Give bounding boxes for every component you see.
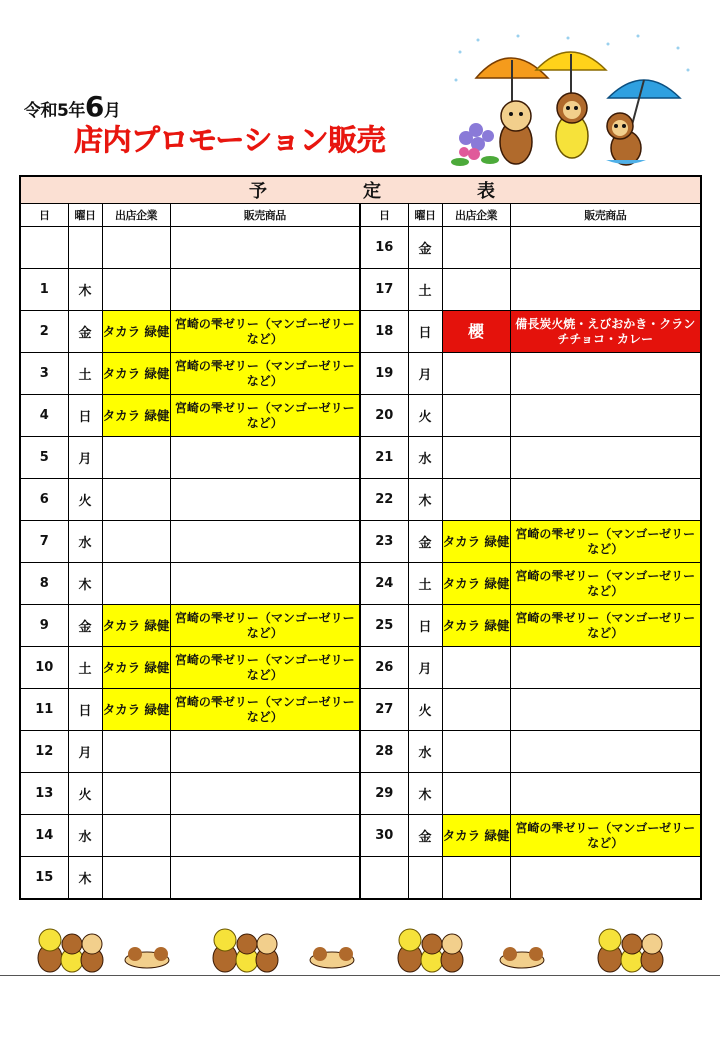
product-cell [170, 521, 360, 563]
weekday-cell: 月 [408, 353, 442, 395]
weekday-cell: 月 [68, 731, 102, 773]
weekday-cell: 日 [408, 605, 442, 647]
weekday-cell: 金 [68, 605, 102, 647]
day-cell: 6 [20, 479, 68, 521]
product-cell: 宮崎の雫ゼリー（マンゴーゼリーなど） [510, 521, 701, 563]
company-cell [442, 731, 510, 773]
col-header-product: 販売商品 [170, 204, 360, 227]
product-cell [510, 647, 701, 689]
schedule-table [19, 175, 702, 900]
weekday-cell: 木 [408, 479, 442, 521]
company-cell [102, 227, 170, 269]
day-cell: 10 [20, 647, 68, 689]
col-header-company: 出店企業 [102, 204, 170, 227]
day-cell: 30 [360, 815, 408, 857]
schedule-row [20, 311, 701, 353]
weekday-cell: 金 [408, 521, 442, 563]
company-name: タカラ 緑健 [102, 366, 170, 381]
company-name: タカラ 緑健 [102, 702, 170, 717]
col-header-company-right: 出店企業 [442, 204, 510, 227]
day-cell: 15 [20, 857, 68, 900]
weekday-cell: 火 [408, 395, 442, 437]
company-cell [102, 437, 170, 479]
weekday-cell: 金 [408, 227, 442, 269]
col-header-product-right: 販売商品 [510, 204, 701, 227]
company-name: 櫻 [467, 322, 484, 341]
company-cell [442, 353, 510, 395]
day-cell: 11 [20, 689, 68, 731]
product-cell [510, 479, 701, 521]
weekday-cell: 日 [68, 689, 102, 731]
company-cell [442, 857, 510, 900]
day-cell: 20 [360, 395, 408, 437]
product-cell: 宮崎の雫ゼリー（マンゴーゼリーなど） [510, 815, 701, 857]
product-cell: 宮崎の雫ゼリー（マンゴーゼリーなど） [170, 647, 360, 689]
company-cell [442, 437, 510, 479]
era-prefix: 令和5年 [24, 101, 85, 121]
footer-divider [0, 975, 720, 976]
day-cell: 14 [20, 815, 68, 857]
product-cell [510, 689, 701, 731]
banner-char-3: 表 [477, 181, 495, 202]
schedule-row [20, 689, 701, 731]
product-cell: 宮崎の雫ゼリー（マンゴーゼリーなど） [170, 605, 360, 647]
weekday-cell: 木 [68, 563, 102, 605]
product-cell [510, 269, 701, 311]
company-cell [442, 647, 510, 689]
company-name: タカラ 緑健 [442, 828, 510, 843]
weekday-cell: 土 [68, 647, 102, 689]
day-cell: 1 [20, 269, 68, 311]
product-cell [170, 437, 360, 479]
day-cell: 4 [20, 395, 68, 437]
company-name: タカラ 緑健 [102, 408, 170, 423]
product-cell [510, 395, 701, 437]
banner-char-2: 定 [363, 181, 381, 202]
weekday-cell: 日 [408, 311, 442, 353]
product-cell: 宮崎の雫ゼリー（マンゴーゼリーなど） [170, 311, 360, 353]
era-suffix: 月 [103, 101, 121, 121]
day-cell: 29 [360, 773, 408, 815]
day-cell [360, 857, 408, 900]
schedule-row [20, 353, 701, 395]
product-cell: 宮崎の雫ゼリー（マンゴーゼリーなど） [170, 353, 360, 395]
day-cell: 21 [360, 437, 408, 479]
product-cell [170, 773, 360, 815]
company-cell [102, 773, 170, 815]
company-name: タカラ 緑健 [102, 324, 170, 339]
product-cell [170, 731, 360, 773]
day-cell: 9 [20, 605, 68, 647]
day-cell [20, 227, 68, 269]
weekday-cell: 月 [408, 647, 442, 689]
weekday-cell: 日 [68, 395, 102, 437]
weekday-cell: 金 [68, 311, 102, 353]
company-name: タカラ 緑健 [102, 618, 170, 633]
company-cell [102, 815, 170, 857]
weekday-cell: 火 [68, 479, 102, 521]
day-cell: 27 [360, 689, 408, 731]
product-cell [510, 731, 701, 773]
weekday-cell: 木 [408, 773, 442, 815]
company-cell [442, 227, 510, 269]
schedule-row [20, 647, 701, 689]
col-header-day: 日 [20, 204, 68, 227]
col-header-dow: 曜日 [68, 204, 102, 227]
product-cell [170, 815, 360, 857]
product-cell [170, 227, 360, 269]
company-cell [102, 857, 170, 900]
product-cell: 宮崎の雫ゼリー（マンゴーゼリーなど） [170, 395, 360, 437]
col-header-day-right: 日 [360, 204, 408, 227]
schedule-row [20, 563, 701, 605]
schedule-banner [20, 176, 701, 204]
day-cell: 16 [360, 227, 408, 269]
company-cell [442, 521, 510, 563]
day-cell: 2 [20, 311, 68, 353]
day-cell: 17 [360, 269, 408, 311]
product-cell [510, 227, 701, 269]
product-cell: 宮崎の雫ゼリー（マンゴーゼリーなど） [510, 563, 701, 605]
weekday-cell: 金 [408, 815, 442, 857]
page-title: 店内プロモーション販売 [74, 123, 386, 157]
weekday-cell: 水 [408, 731, 442, 773]
company-cell [102, 479, 170, 521]
product-cell [170, 563, 360, 605]
day-cell: 5 [20, 437, 68, 479]
company-cell [102, 353, 170, 395]
day-cell: 7 [20, 521, 68, 563]
company-cell [442, 269, 510, 311]
company-cell [442, 773, 510, 815]
day-cell: 23 [360, 521, 408, 563]
schedule-row [20, 605, 701, 647]
col-header-dow-right: 曜日 [408, 204, 442, 227]
schedule-row [20, 395, 701, 437]
company-name: タカラ 緑健 [442, 576, 510, 591]
footer-mascot-strip [20, 918, 700, 976]
day-cell: 8 [20, 563, 68, 605]
weekday-cell [68, 227, 102, 269]
day-cell: 3 [20, 353, 68, 395]
schedule-row [20, 857, 701, 900]
schedule-row [20, 773, 701, 815]
company-cell [102, 395, 170, 437]
company-cell [442, 605, 510, 647]
weekday-cell: 木 [68, 857, 102, 900]
company-cell [102, 689, 170, 731]
schedule-row [20, 269, 701, 311]
company-cell [102, 269, 170, 311]
product-cell [170, 857, 360, 900]
weekday-cell: 火 [408, 689, 442, 731]
day-cell: 22 [360, 479, 408, 521]
product-cell [510, 773, 701, 815]
day-cell: 24 [360, 563, 408, 605]
weekday-cell: 水 [68, 815, 102, 857]
company-cell [442, 689, 510, 731]
weekday-cell: 月 [68, 437, 102, 479]
schedule-row [20, 437, 701, 479]
company-cell [102, 731, 170, 773]
product-cell: 宮崎の雫ゼリー（マンゴーゼリーなど） [510, 605, 701, 647]
era-month: 6 [84, 90, 104, 123]
day-cell: 28 [360, 731, 408, 773]
banner-char-1: 予 [249, 181, 267, 202]
weekday-cell: 土 [68, 353, 102, 395]
weekday-cell: 土 [408, 563, 442, 605]
company-cell [102, 647, 170, 689]
product-cell: 宮崎の雫ゼリー（マンゴーゼリーなど） [170, 689, 360, 731]
mascots-umbrella-illustration [448, 30, 698, 170]
company-cell [442, 815, 510, 857]
day-cell: 12 [20, 731, 68, 773]
product-cell [170, 269, 360, 311]
company-cell [102, 311, 170, 353]
company-cell [102, 563, 170, 605]
schedule-row [20, 521, 701, 563]
company-cell [442, 563, 510, 605]
weekday-cell [408, 857, 442, 900]
product-cell [510, 857, 701, 900]
company-cell [442, 479, 510, 521]
company-cell [102, 605, 170, 647]
company-cell [442, 311, 510, 353]
column-header-row [20, 204, 701, 227]
day-cell: 25 [360, 605, 408, 647]
product-cell [170, 479, 360, 521]
product-cell [510, 353, 701, 395]
weekday-cell: 水 [68, 521, 102, 563]
day-cell: 18 [360, 311, 408, 353]
weekday-cell: 火 [68, 773, 102, 815]
weekday-cell: 木 [68, 269, 102, 311]
product-cell: 備長炭火焼・えびおかき・クランチチョコ・カレー [510, 311, 701, 353]
company-cell [102, 521, 170, 563]
schedule-row [20, 731, 701, 773]
day-cell: 26 [360, 647, 408, 689]
product-cell [510, 437, 701, 479]
weekday-cell: 水 [408, 437, 442, 479]
company-name: タカラ 緑健 [442, 534, 510, 549]
schedule-row [20, 227, 701, 269]
company-cell [442, 395, 510, 437]
company-name: タカラ 緑健 [102, 660, 170, 675]
day-cell: 19 [360, 353, 408, 395]
company-name: タカラ 緑健 [442, 618, 510, 633]
schedule-row [20, 815, 701, 857]
weekday-cell: 土 [408, 269, 442, 311]
schedule-row [20, 479, 701, 521]
day-cell: 13 [20, 773, 68, 815]
